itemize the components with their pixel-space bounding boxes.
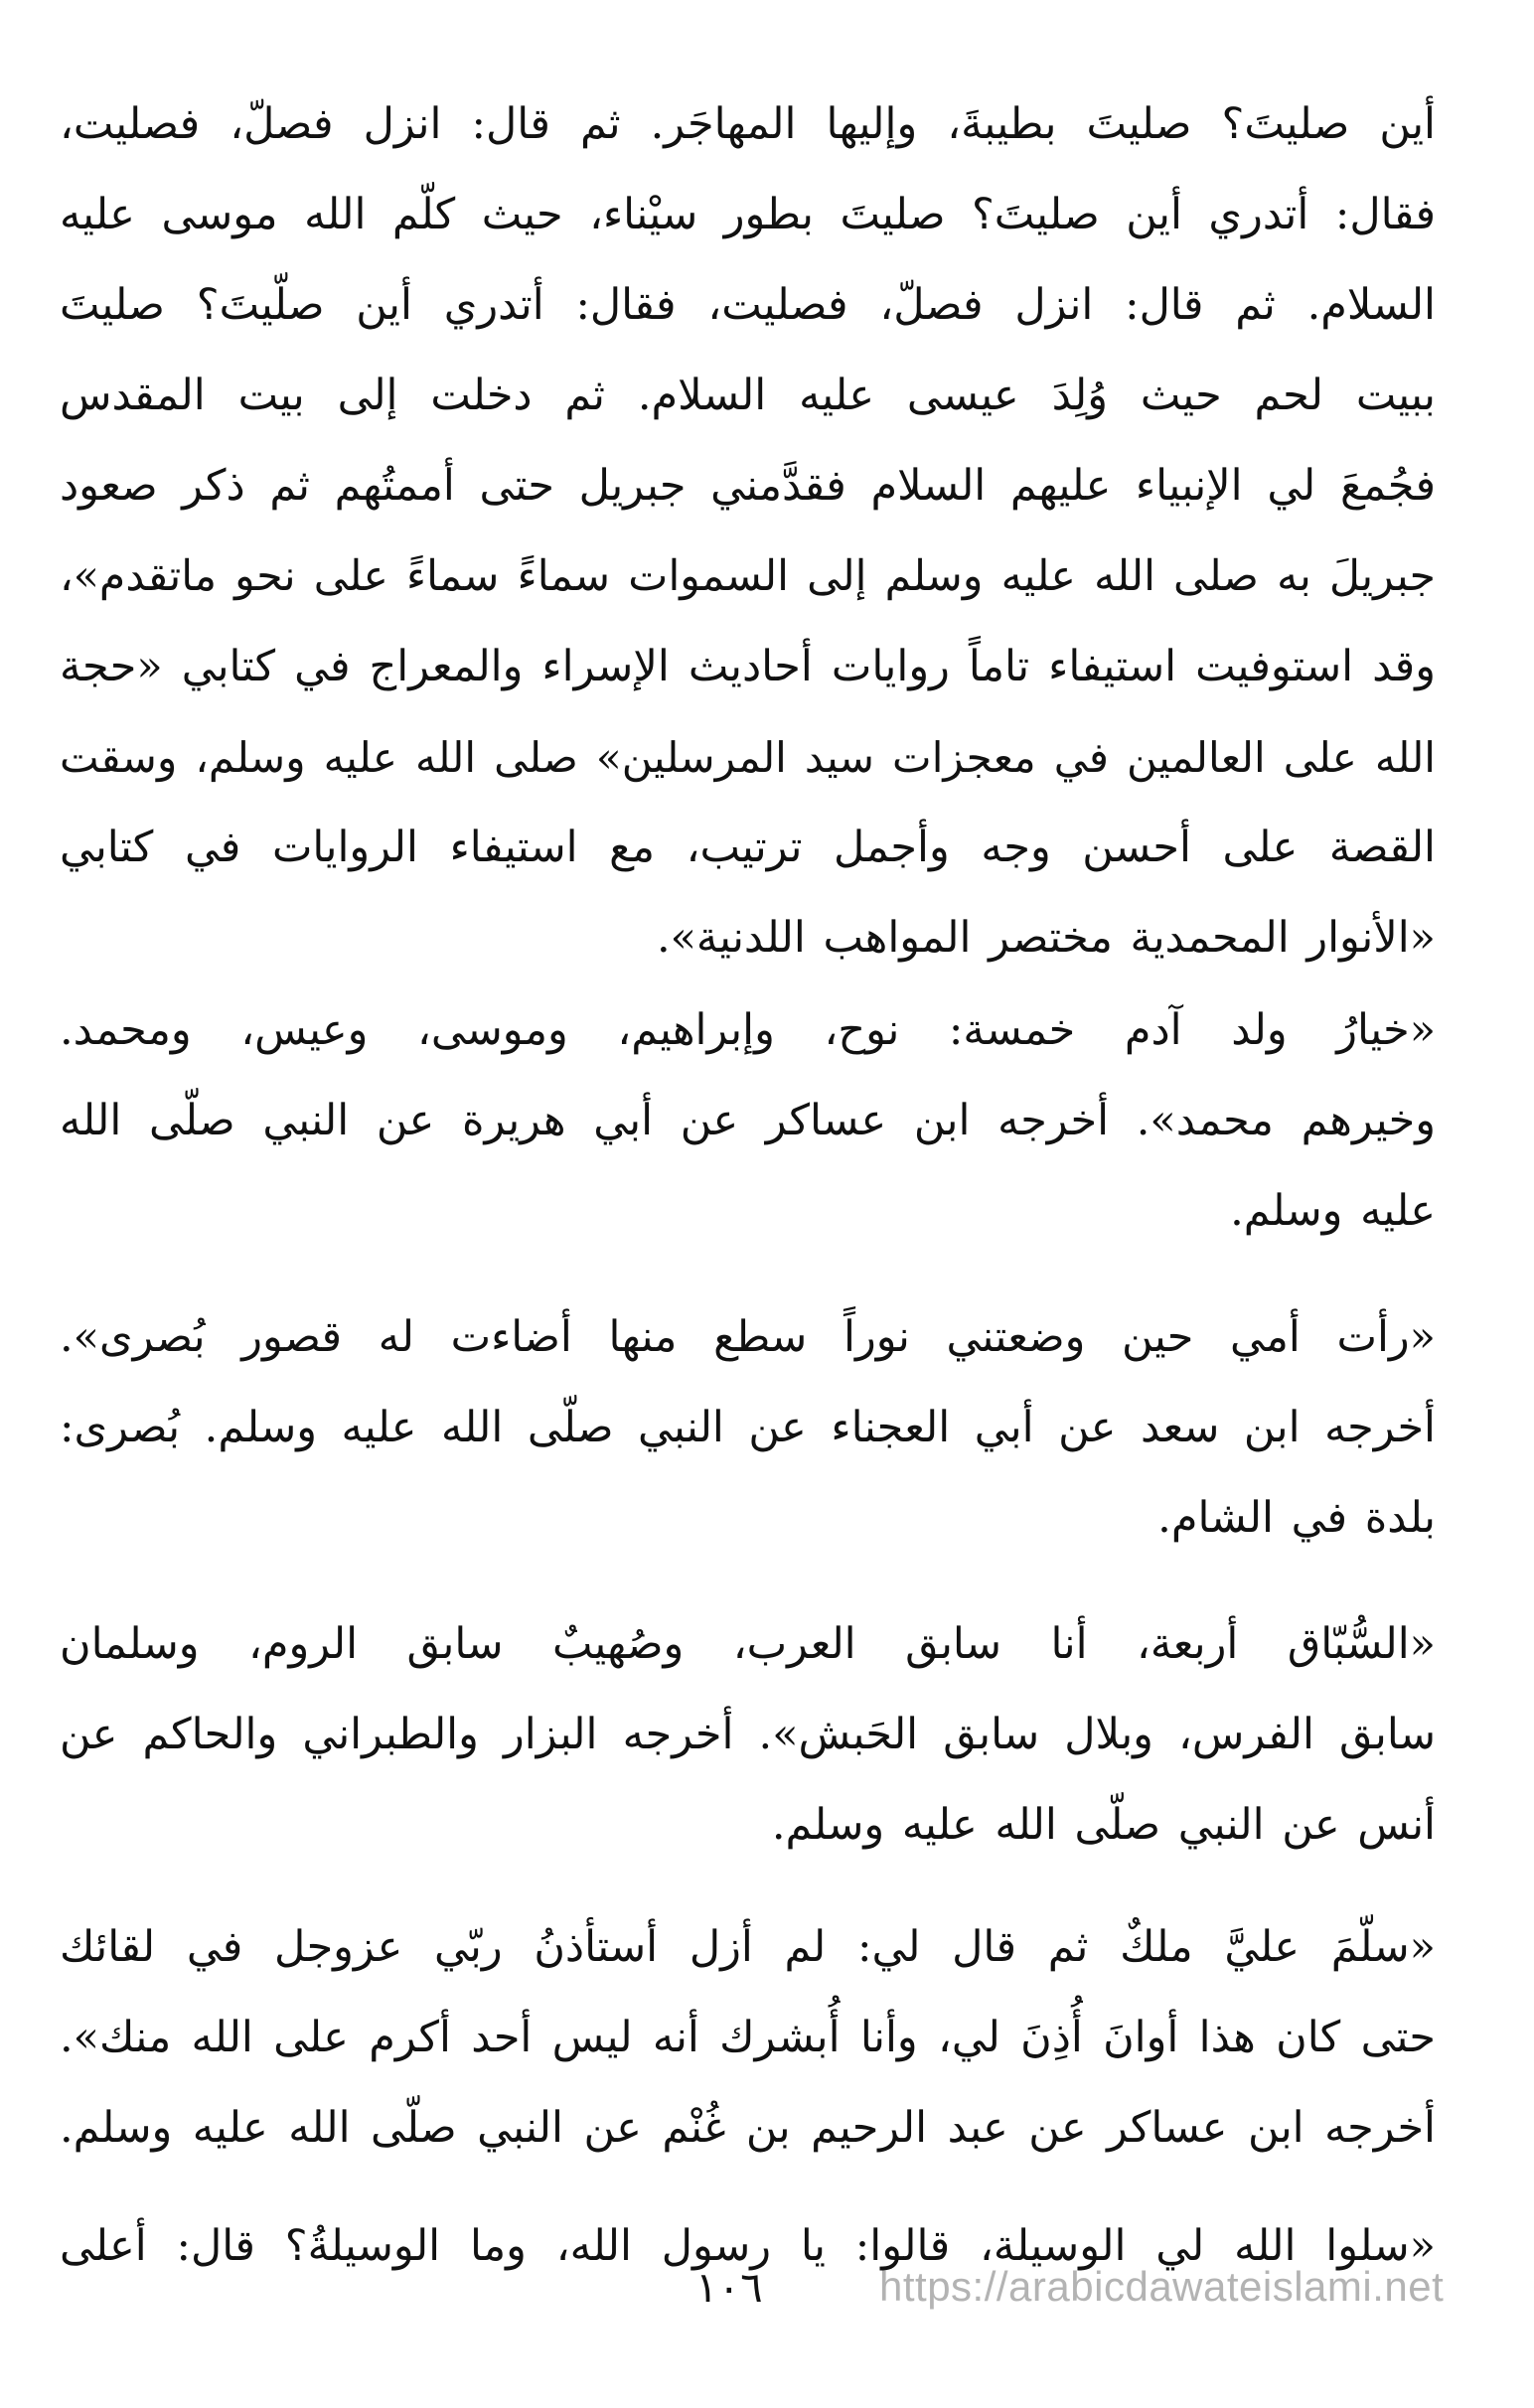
page-body bbox=[60, 79, 1436, 2292]
text-line: «السُّبّاق أربعة، أنا سابق العرب، وصُهيبٌ سابق الروم، وسلمان bbox=[60, 1619, 1436, 1669]
text-line: الله على العالمين في معجزات سيد المرسلين» صلى الله عليه وسلم، وسقت bbox=[60, 733, 1436, 782]
paragraph-khiyar bbox=[60, 985, 1436, 1257]
text-line: أخرجه ابن سعد عن أبي العجناء عن النبي صلّى الله عليه وسلم. بُصرى: bbox=[60, 1403, 1436, 1452]
text-line: فجُمعَ لي الإنبياء عليهم السلام فقدَّمني جبريل حتى أممتُهم ثم ذكر صعود bbox=[60, 461, 1436, 511]
paragraph-busra bbox=[60, 1292, 1436, 1564]
watermark-url: https://arabicdawateislami.net bbox=[879, 2263, 1445, 2310]
text-line: القصة على أحسن وجه وأجمل ترتيب، مع استيفاء الروايات في كتابي bbox=[60, 823, 1436, 872]
text-line: أخرجه ابن عساكر عن عبد الرحيم بن غُنْم عن النبي صلّى الله عليه وسلم. bbox=[60, 2103, 1436, 2153]
text-line: سابق الفرس، وبلال سابق الحَبش». أخرجه البزار والطبراني والحاكم عن bbox=[60, 1710, 1436, 1759]
text-line: وخيرهم محمد». أخرجه ابن عساكر عن أبي هريرة عن النبي صلّى الله bbox=[60, 1096, 1436, 1145]
text-line: «الأنوار المحمدية مختصر المواهب اللدنية». bbox=[656, 913, 1436, 963]
text-line: فقال: أتدري أين صليتَ؟ صليتَ بطور سيْناء، حيث كلّم الله موسى عليه bbox=[60, 190, 1436, 239]
text-line: أنس عن النبي صلّى الله عليه وسلم. bbox=[771, 1800, 1436, 1850]
text-line: «سلوا الله لي الوسيلة، قالوا: يا رسول الله، وما الوسيلةُ؟ قال: أعلى bbox=[60, 2221, 1436, 2271]
page-footer bbox=[0, 2253, 1534, 2333]
text-line: جبريلَ به صلى الله عليه وسلم إلى السموات سماءً سماءً على نحو ماتقدم»، bbox=[60, 551, 1436, 601]
text-line: وقد استوفيت استيفاء تاماً روايات أحاديث الإسراء والمعراج في كتابي «حجة bbox=[60, 642, 1436, 691]
text-line: أين صليتَ؟ صليتَ بطيبةَ، وإليها المهاجَر. ثم قال: انزل فصلّ، فصليت، bbox=[60, 99, 1436, 149]
text-line: السلام. ثم قال: انزل فصلّ، فصليت، فقال: أتدري أين صلّيتَ؟ صليتَ bbox=[60, 280, 1436, 330]
paragraph-salama-malak bbox=[60, 1902, 1436, 2174]
text-line: «خيارُ ولد آدم خمسة: نوح، وإبراهيم، وموسى، وعيس، ومحمد. bbox=[60, 1005, 1436, 1055]
text-line: حتى كان هذا أوانَ أُذِنَ لي، وأنا أُبشرك أنه ليس أحد أكرم على الله منك». bbox=[60, 2013, 1436, 2062]
text-line: «رأت أمي حين وضعتني نوراً سطع منها أضاءت له قصور بُصرى». bbox=[60, 1312, 1436, 1362]
text-line: ببيت لحم حيث وُلِدَ عيسى عليه السلام. ثم دخلت إلى بيت المقدس bbox=[60, 371, 1436, 420]
paragraph-subbaq bbox=[60, 1599, 1436, 1871]
paragraph-isra-miraj bbox=[60, 79, 1436, 983]
text-line: «سلّمَ عليَّ ملكٌ ثم قال لي: لم أزل أستأذنُ ربّي عزوجل في لقائك bbox=[60, 1922, 1436, 1972]
page-number: ١٠٦ bbox=[695, 2263, 763, 2312]
text-line: بلدة في الشام. bbox=[1157, 1493, 1436, 1543]
text-line: عليه وسلم. bbox=[1230, 1186, 1436, 1236]
